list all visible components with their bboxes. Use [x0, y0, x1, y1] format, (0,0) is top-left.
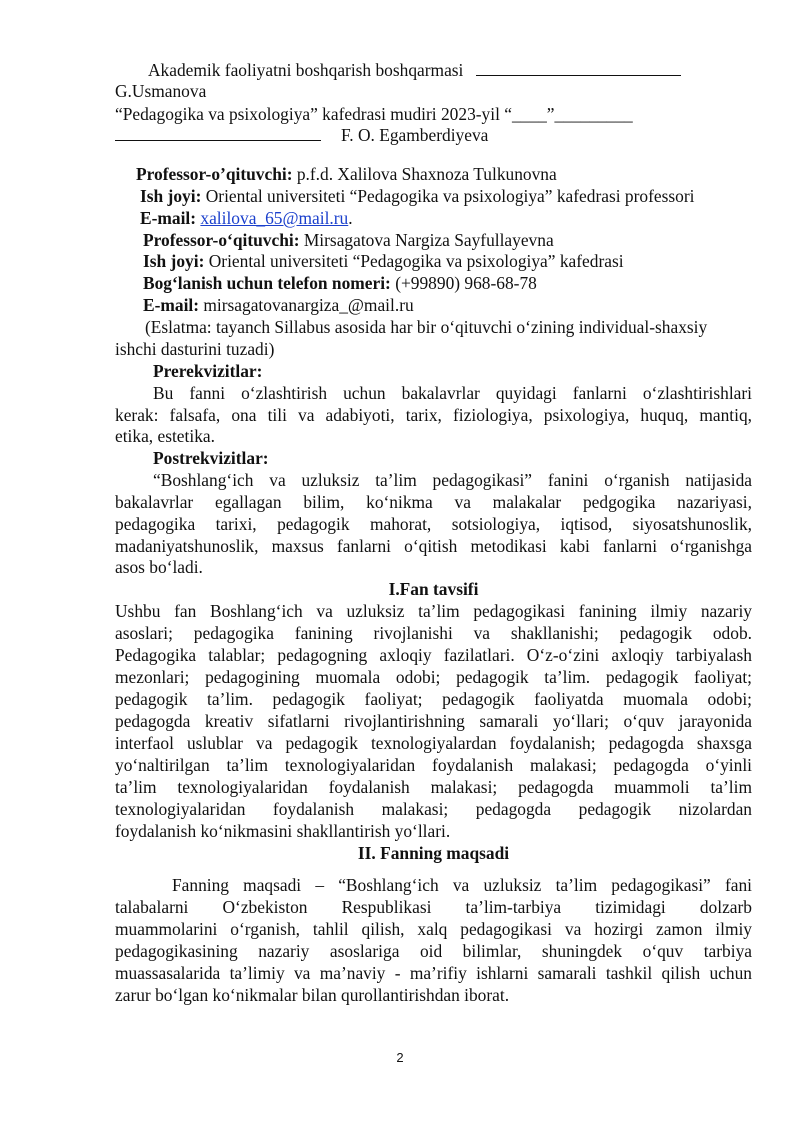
teacher2-phone-value: (+99890) 968-68-78: [390, 273, 537, 293]
prereq-line-1: Bu fanni o‘zlashtirish uchun bakalavrlar quyidagi fanlarni o‘zlashtirishlari: [153, 383, 752, 403]
section1-line: yo‘naltirilgan ta’lim texnologiyalaridan foydalanish malakasi; pedagogda o‘yinli: [115, 755, 752, 775]
section1-line: asoslari; pedagogika fanining rivojlanishi va shakllanishi; pedagogik odob.: [115, 623, 752, 643]
teacher2-phone-label: Bog‘lanish uchun telefon nomeri:: [143, 273, 391, 293]
postreq-line: madaniyatshunoslik, maxsus fanlarni o‘qitish metodikasi kabi fanlarni o‘rganishga: [115, 536, 752, 556]
teacher2-role-value: Mirsagatova Nargiza Sayfullayevna: [299, 230, 554, 250]
section1-line: Pedagogika talablar; pedagogning axloqiy fazilatlari. O‘z-o‘zini axloqiy tarbiyalash: [115, 645, 752, 665]
approval-line-3: “Pedagogika va psixologiya” kafedrasi mudiri 2023-yil “____”_________: [115, 104, 633, 124]
teacher1-email-tail: .: [348, 208, 353, 228]
teacher1-work-value: Oriental universiteti “Pedagogika va psixologiya” kafedrasi professori: [201, 186, 695, 206]
section1-line: interfaol uslublar va pedagogik texnologiyalardan foydalanish; pedagogda shaxsga: [115, 733, 752, 753]
teacher2-email-label: E-mail:: [143, 295, 200, 315]
teacher2-work-value: Oriental universiteti “Pedagogika va psixologiya” kafedrasi: [204, 251, 624, 271]
teacher1-email-label: E-mail:: [140, 208, 197, 228]
section1-line: Ushbu fan Boshlang‘ich va uzluksiz ta’lim pedagogikasi fanining ilmiy nazariy: [115, 601, 752, 621]
postreq-line: asos bo‘ladi.: [115, 557, 203, 577]
teacher2-role: [143, 229, 554, 251]
page-number: 2: [396, 1050, 404, 1065]
postreq-line: “Boshlang‘ich va uzluksiz ta’lim pedagogikasi” fanini o‘rganish natijasida: [153, 470, 752, 490]
note-line-2: ishchi dasturini tuzadi): [115, 339, 275, 359]
teacher2-email-value: mirsagatovanargiza_@mail.ru: [199, 295, 414, 315]
signature-blank: [476, 60, 681, 76]
approval-line-2: G.Usmanova: [115, 81, 207, 101]
approval-line-4: [115, 124, 488, 146]
section2-line: talabalarni O‘zbekiston Respublikasi ta’lim-tarbiya tizimidagi dolzarb: [115, 897, 752, 917]
section1-line: texnologiyalaridan foydalanish malakasi; pedagogda pedagogik nizolardan: [115, 799, 752, 819]
section2-line: Fanning maqsadi – “Boshlang‘ich va uzluksiz ta’lim pedagogikasi” fani: [172, 875, 752, 895]
teacher1-work-label: Ish joyi:: [140, 186, 202, 206]
teacher1-email-link[interactable]: xalilova_65@mail.ru: [200, 208, 349, 228]
postreq-line: pedagogika tarixi, pedagogik mahorat, sotsiologiya, iqtisod, siyosatshunoslik,: [115, 514, 752, 534]
prereq-line-3: etika, estetika.: [115, 426, 215, 446]
approver-name: F. O. Egamberdiyeva: [341, 125, 489, 145]
approval-office: Akademik faoliyatni boshqarish boshqarmasi: [148, 60, 464, 80]
section2-line: zarur bo‘lgan ko‘nikmalar bilan qurollantirishdan iborat.: [115, 985, 510, 1005]
teacher2-role-label: Professor-o‘qituvchi:: [143, 230, 300, 250]
teacher1-role-label: Professor-o’qituvchi:: [136, 164, 293, 184]
teacher1-work: [140, 185, 694, 207]
section1-line: mezonlari; pedagogining muomala odobi; pedagogik ta’lim. pedagogik faoliyat;: [115, 667, 752, 687]
teacher1-role-value: p.f.d. Xalilova Shaxnoza Tulkunovna: [292, 164, 557, 184]
postreq-heading: Postrekvizitlar:: [153, 448, 269, 468]
section1-line: pedagogik ta’lim. pedagogik faoliyat; pedagogik faoliyatda muomala odobi;: [115, 689, 752, 709]
teacher1-role: [136, 163, 557, 185]
teacher2-phone: [143, 272, 537, 294]
teacher2-email: [143, 294, 414, 316]
section1-line: pedagogda kreativ sifatlarni rivojlantirishning samarali yo‘llari; o‘quv jarayonida: [115, 711, 752, 731]
approval-line-1: [148, 59, 681, 81]
section1-line: foydalanish ko‘nikmasini shakllantirish yo‘llari.: [115, 821, 451, 841]
teacher1-email: [140, 207, 353, 229]
note-line-1: (Eslatma: tayanch Sillabus asosida har bir o‘qituvchi o‘zining individual-shaxsiy: [145, 317, 708, 337]
postreq-line: bakalavrlar egallagan bilim, ko‘nikma va malakalar pedgogika nazariyasi,: [115, 492, 752, 512]
teacher2-work: [143, 250, 624, 272]
section1-heading: I.Fan tavsifi: [388, 579, 479, 599]
signature-blank-2: [115, 125, 321, 141]
section2-line: pedagogikasining nazariy asoslariga oid bilimlar, shuningdek o‘quv tarbiya: [115, 941, 752, 961]
section2-line: muassasalarida ta’limiy va ma’naviy - ma’rifiy ishlarni samarali tashkil qilish uchun: [115, 963, 752, 983]
section1-line: ta’lim texnologiyalaridan foydalanish malakasi; pedagogda muammoli ta’lim: [115, 777, 752, 797]
teacher2-work-label: Ish joyi:: [143, 251, 205, 271]
prereq-line-2: kerak: falsafa, ona tili va adabiyoti, tarix, fiziologiya, psixologiya, huquq, mantiq,: [115, 405, 752, 425]
section2-line: muammolarini o‘rganish, tahlil qilish, xalq pedagogikasi va hozirgi zamon ilmiy: [115, 919, 752, 939]
section2-heading: II. Fanning maqsadi: [357, 843, 510, 863]
prereq-heading: Prerekvizitlar:: [153, 361, 263, 381]
